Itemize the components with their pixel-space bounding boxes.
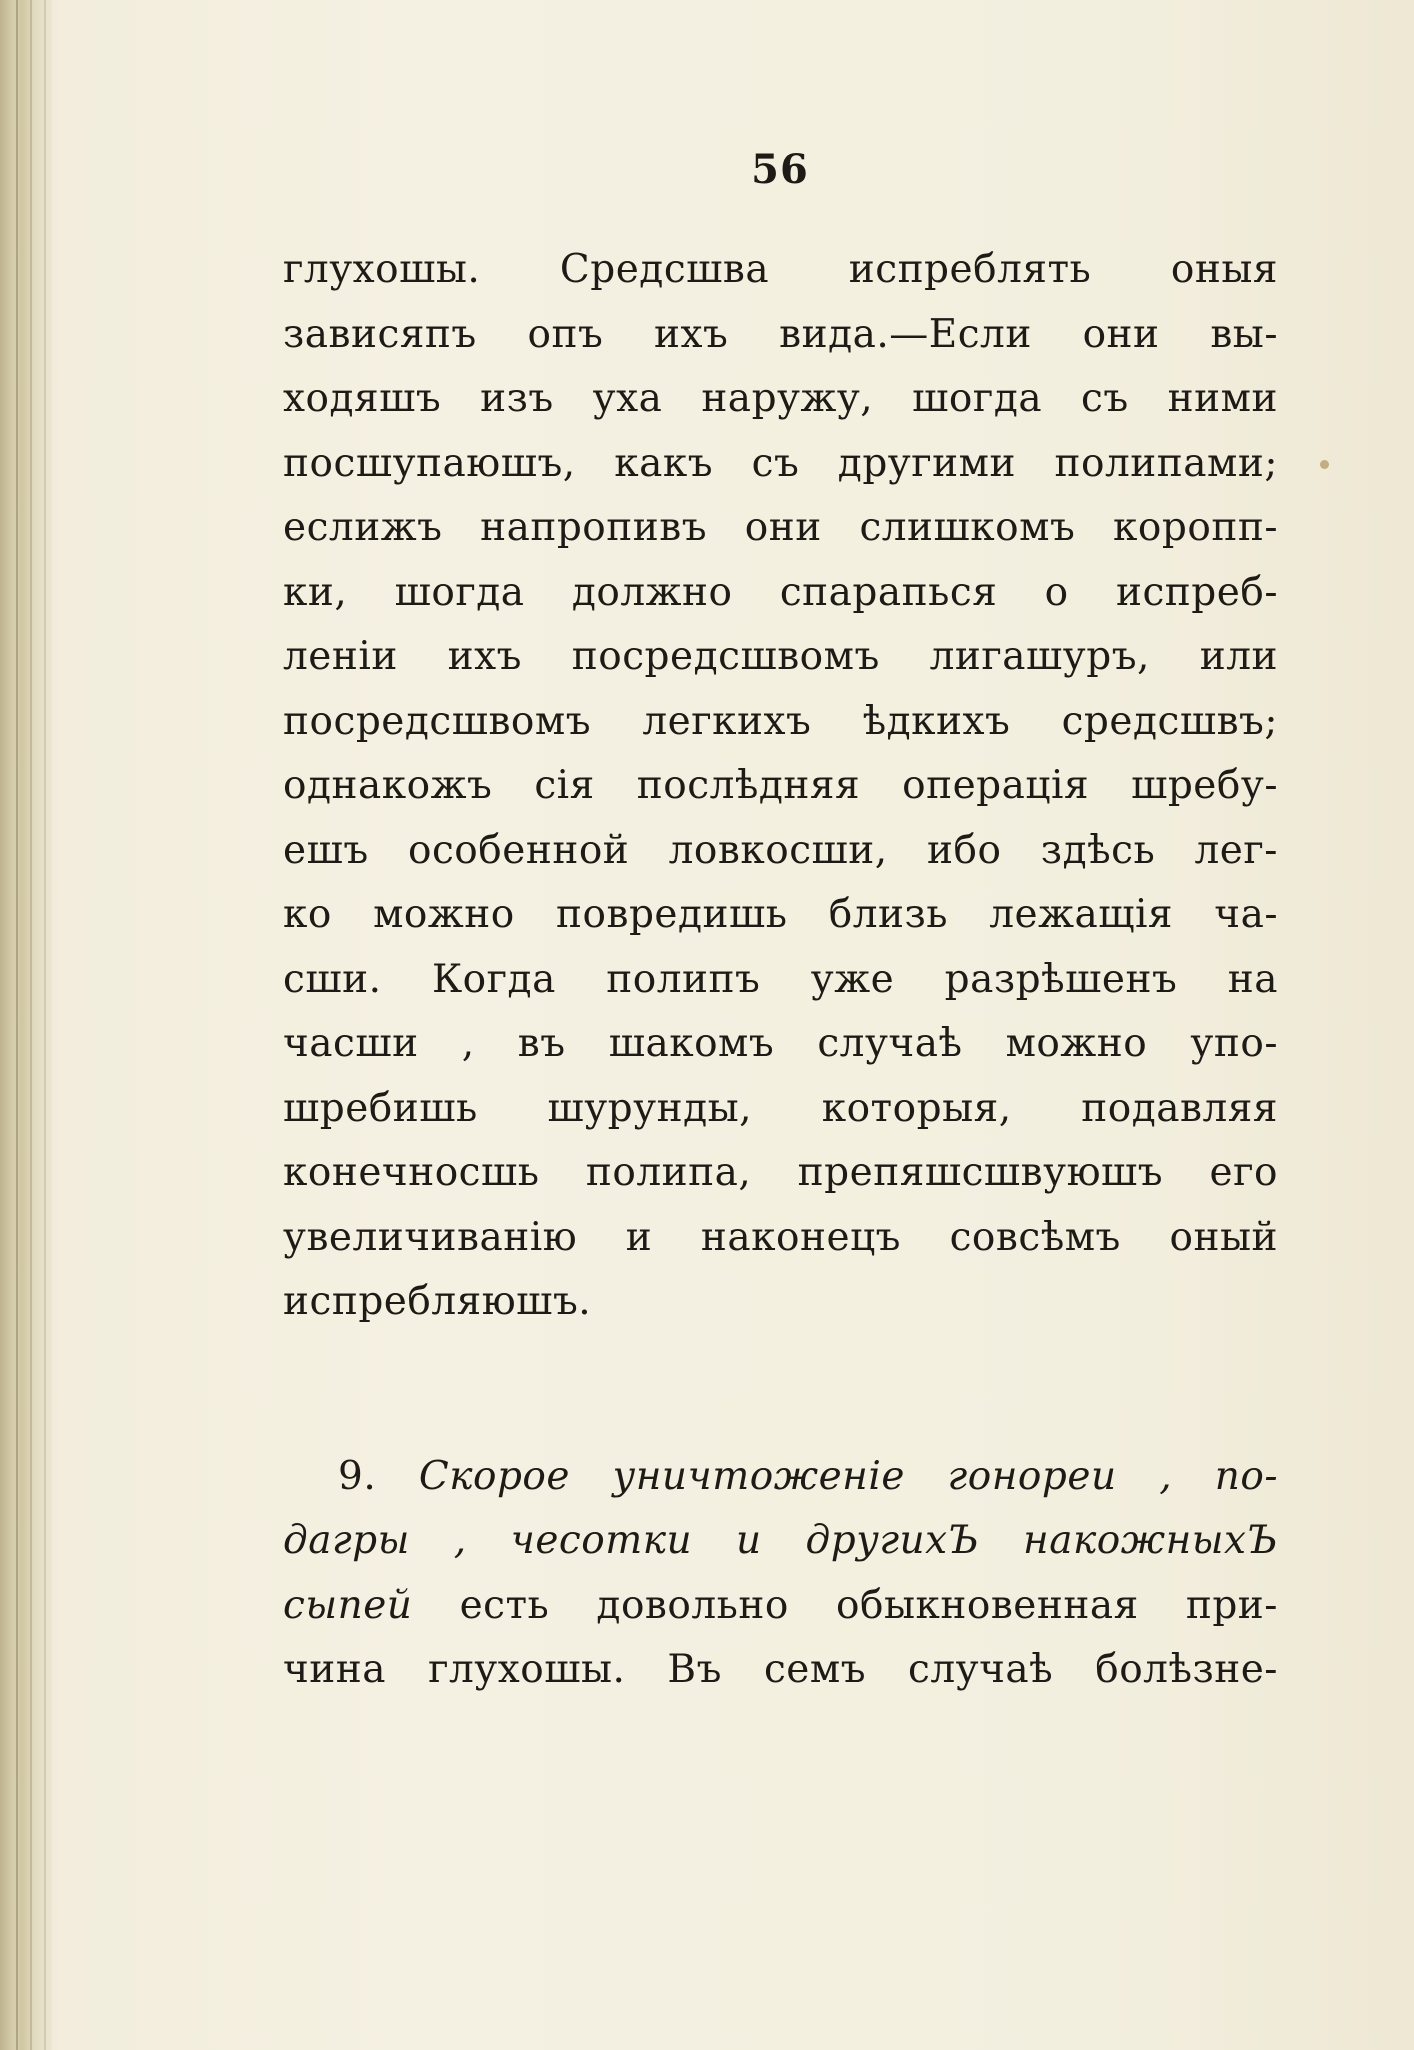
paper-spot xyxy=(1320,460,1329,469)
text-line: шребишь шурунды, которыя, подавляя xyxy=(283,1085,1278,1131)
text-line: испребляюшъ. xyxy=(283,1279,592,1324)
section-number: 9. xyxy=(338,1453,377,1499)
text-line: глухошы. Средсшва испреблять оныя xyxy=(283,247,1278,292)
text-line: посшупаюшъ, какъ съ другими полипами; xyxy=(283,440,1278,486)
section-title-italic: сыпей xyxy=(283,1582,413,1628)
body-text xyxy=(283,238,1278,1703)
text-line: конечносшь полипа, препяшсшвуюшъ его xyxy=(283,1150,1278,1195)
text-line: посредсшвомъ легкихъ ѣдкихъ средсшвъ; xyxy=(283,698,1278,744)
text-line: часши , въ шакомъ случаѣ можно упо- xyxy=(283,1021,1278,1066)
text-line: леніи ихъ посредсшвомъ лигашуръ, или xyxy=(283,634,1278,679)
book-spine-shadow xyxy=(0,0,52,2050)
text-line: однакожъ сія послѣдняя операція шребу- xyxy=(283,763,1278,808)
text-line: зависяпъ опъ ихъ вида.—Если они вы- xyxy=(283,311,1278,357)
section-title-italic: Скорое уничтоженіе гонореи , по- xyxy=(418,1453,1278,1499)
section-title-italic-line: дагры , чесотки и другихЪ накожныхЪ xyxy=(283,1518,1278,1563)
page-number: 56 xyxy=(751,146,809,193)
text-line: увеличиванію и наконецъ совсѣмъ оный xyxy=(283,1214,1278,1260)
text-line: ки, шогда должно спарапься о испреб- xyxy=(283,569,1278,615)
text-line xyxy=(283,1574,1278,1639)
text-line: ешъ особенной ловкосши, ибо здѣсь лег- xyxy=(283,827,1278,873)
text-line: ко можно повредишь близь лежащія ча- xyxy=(283,892,1278,937)
text-line: ходяшъ изъ уха наружу, шогда съ ними xyxy=(283,376,1278,421)
text-span: есть довольно обыкновенная при- xyxy=(459,1582,1278,1628)
text-line: еслижъ напропивъ они слишкомъ коропп- xyxy=(283,505,1278,550)
text-line: сши. Когда полипъ уже разрѣшенъ на xyxy=(283,956,1278,1002)
text-line: чина глухошы. Въ семъ случаѣ болѣзне- xyxy=(283,1647,1278,1692)
section-heading-line xyxy=(283,1445,1278,1510)
